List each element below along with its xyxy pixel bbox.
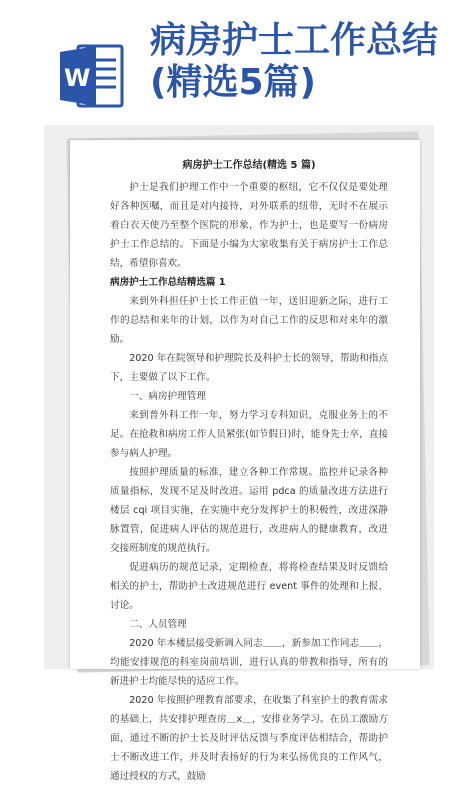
section-heading: 病房护士工作总结精选篇 1 — [110, 277, 226, 288]
paragraph: 促进病历的规范记录，定期检查，将将检查结果及时反馈给相关的护士，帮助护士改进规范进行 event 事件的处理和上报、讨论。 — [110, 562, 388, 611]
document-title: 病房护士工作总结(精选 5 篇) — [182, 160, 316, 171]
document-content — [110, 156, 388, 786]
paragraph: 护士是我们护理工作中一个重要的枢纽，它不仅仅是要处理好各种医嘱，而且是对内接待，对外联系的纽带，无时不在展示着白衣天使乃至整个医院的形象，作为护士，也是要写一份病房护士工作总结的。下面是小编为大家收集有关于病房护士工作总结，希望你喜欢。 — [110, 182, 388, 269]
word-icon — [56, 40, 128, 112]
svg-text:W: W — [64, 64, 91, 92]
document-page — [70, 140, 420, 782]
section-heading: 二、人员管理 — [129, 619, 187, 630]
page-title — [150, 20, 465, 104]
paragraph: 按照护理质量的标准，建立各种工作常规。监控并记录各种质量指标，发现不足及时改进。运用 pdca 的质量改进方法进行楼层 cqi 项目实施，在实施中充分发挥护士的积极性，改进深静脉置管，促进病人评估的规范进行，改进病人的健康教育，改进交接班制度的规范执行。 — [110, 467, 388, 554]
paragraph: 来到外科担任护士长工作正值一年，送旧迎新之际，进行工作的总结和来年的计划，以作为对自己工作的反思和对来年的激励。 — [110, 296, 388, 345]
paragraph: 2020 年按照护理教育部要求，在收集了科室护士的教育需求的基础上，共安排护理查房＿x＿，安排业务学习。在员工激励方面，通过不断的护士长及时评估反馈与季度评估相结合，帮助护士不断改进工作，并及时表扬好的行为来弘扬优良的工作风气，通过授权的方式，鼓励 — [110, 695, 388, 782]
header-banner — [0, 0, 474, 120]
paragraph: 2020 年在院领导和护理院长及科护士长的领导，帮助和指点下，主要做了以下工作。 — [110, 353, 388, 383]
paragraph-list — [110, 178, 388, 786]
paragraph: 来到普外科工作一年，努力学习专科知识，克服业务上的不足。在抢救和病房工作人员紧张(如节假日)时，能身先士卒，直接参与病人护理。 — [110, 410, 388, 459]
paragraph: 2020 年本楼层接受新调入同志＿＿，新参加工作同志＿＿，均能安排规范的科室岗前培训，进行认真的带教和指导，所有的新进护士均能尽快的适应工作。 — [110, 638, 388, 687]
title-line-1: 病房护士工作总结 — [150, 20, 439, 61]
section-heading: 一、病房护理管理 — [129, 391, 206, 402]
title-line-2: (精选5篇) — [150, 62, 316, 103]
